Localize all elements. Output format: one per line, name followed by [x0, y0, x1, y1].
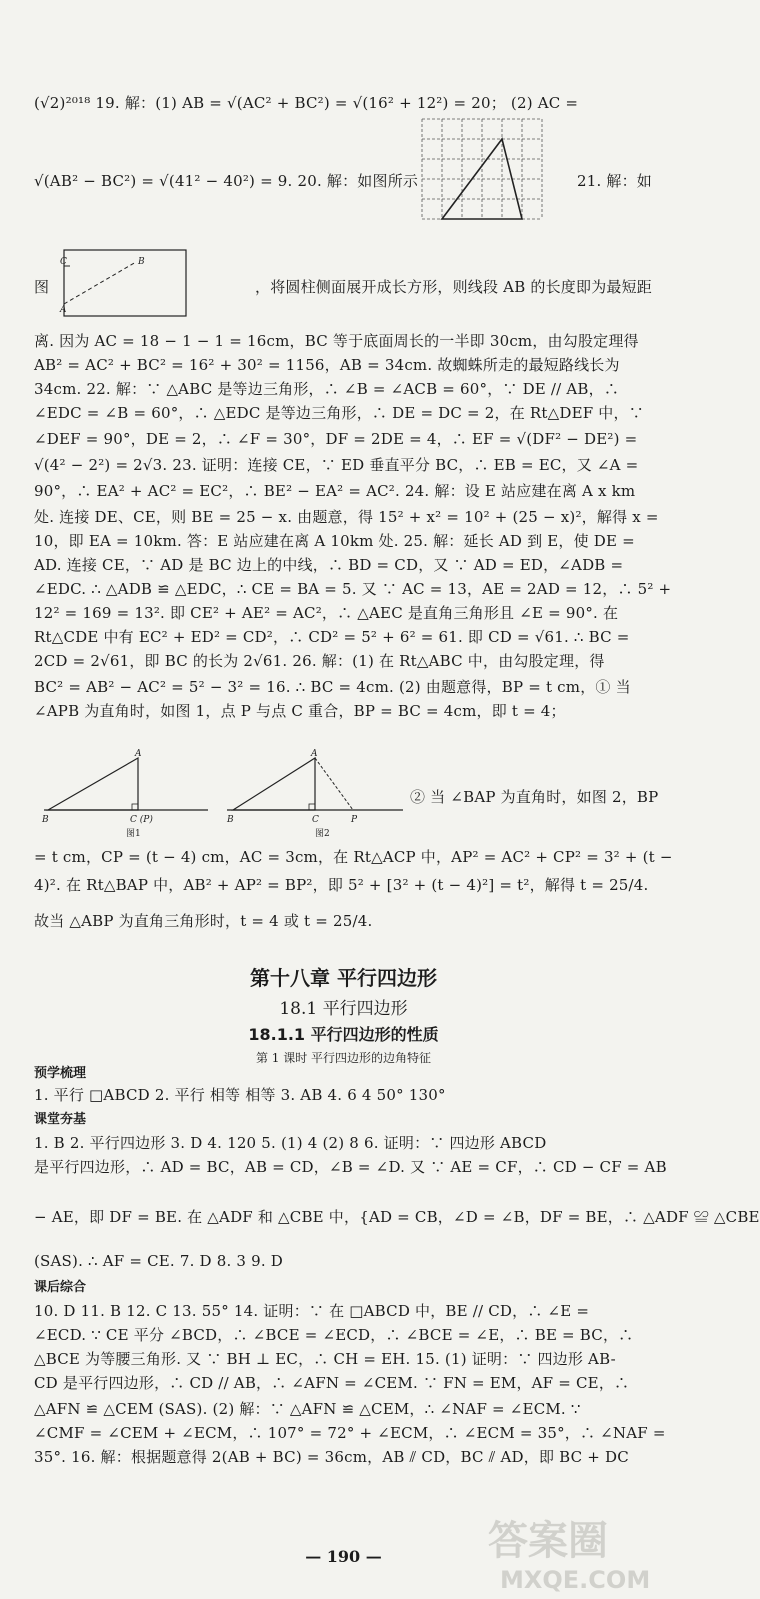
answer-text-line: Rt△CDE 中有 EC² + ED² = CD²，∴ CD² = 5² + 6² = 61. 即 CD = √61. ∴ BC =: [34, 628, 630, 646]
answer-text-line-left: √(AB² − BC²) = √(41² − 40²) = 9. 20. 解：如图所示: [34, 172, 419, 190]
section-title-preview: 预学梳理: [34, 1066, 87, 1081]
exercise-answer-line: CD 是平行四边形，∴ CD // AB，∴ ∠AFN = ∠CEM. ∵ FN = EM，AF = CE，∴: [34, 1374, 630, 1392]
rect-label-b: B: [138, 257, 145, 267]
answer-text-line-right: ，将圆柱侧面展开成长方形，则线段 AB 的长度即为最短距: [255, 278, 652, 296]
fig2-label-c: C: [312, 815, 319, 825]
watermark-logo: [470, 1500, 670, 1596]
answer-text-line: 2CD = 2√61，即 BC 的长为 2√61. 26. 解：(1) 在 Rt△ABC 中，由勾股定理，得: [34, 652, 605, 670]
fig1-label-a: A: [135, 749, 142, 759]
answer-text-line: ∠APB 为直角时，如图 1，点 P 与点 C 重合，BP = BC = 4cm，即 t = 4；: [34, 702, 566, 720]
answer-text-line-right: 21. 解：如: [576, 172, 652, 190]
exercise-answer-line: ∠CMF = ∠CEM + ∠ECM，∴ 107° = 72° + ∠ECM，∴ ∠ECM = 35°，∴ ∠NAF =: [34, 1424, 666, 1442]
answer-text-line: AB² = AC² + BC² = 16² + 30² = 1156，AB = 34cm. 故蜘蛛所走的最短路线长为: [34, 356, 620, 374]
exercise-answer-line: △AFN ≌ △CEM (SAS). (2) 解：∵ △AFN ≌ △CEM，∴ ∠NAF = ∠ECM. ∵: [34, 1400, 581, 1418]
answer-text-line: [34, 170, 652, 191]
fig1-caption: 图1: [126, 829, 141, 839]
answer-text-line: 12² = 169 = 13². 即 CE² + AE² = AC²，∴ △AEC 是直角三角形且 ∠E = 90°. 在: [34, 604, 619, 622]
fig2-label-p: P: [351, 815, 358, 825]
answer-text-line-left: 图: [34, 278, 50, 296]
triangle-figure-2: [225, 750, 405, 840]
answer-text-line: 10，即 EA = 10km. 答：E 站应建在离 A 10km 处. 25. 解：延长 AD 到 E，使 DE =: [34, 532, 635, 550]
fig2-label-a: A: [311, 749, 318, 759]
fig1-label-cp: C (P): [130, 815, 153, 825]
exercise-answer-line: 1. 平行 □ABCD 2. 平行 相等 相等 3. AB 4. 6 4 50° 130°: [34, 1086, 446, 1104]
fig2-label-b: B: [227, 815, 234, 825]
exercise-answer-line: 1. B 2. 平行四边形 3. D 4. 120 5. (1) 4 (2) 8 6. 证明：∵ 四边形 ABCD: [34, 1134, 547, 1152]
answer-text-line: 离. 因为 AC = 18 − 1 − 1 = 16cm，BC 等于底面周长的一半即 30cm，由勾股定理得: [34, 332, 639, 350]
answer-text-line: ∠EDC = ∠B = 60°，∴ △EDC 是等边三角形，∴ DE = DC = 2，在 Rt△DEF 中，∵: [34, 404, 644, 422]
section-heading: 18.1 平行四边形: [279, 999, 408, 1019]
triangle-figure-1: [42, 750, 210, 840]
answer-text-line: ∠EDC. ∴ △ADB ≌ △EDC，∴ CE = BA = 5. 又 ∵ AC = 13，AE = 2AD = 12，∴ 5² +: [34, 580, 672, 598]
exercise-answer-line: (SAS). ∴ AF = CE. 7. D 8. 3 9. D: [34, 1252, 284, 1270]
answer-text-line: (√2)²⁰¹⁸ 19. 解：(1) AB = √(AC² + BC²) = √(16² + 12²) = 20； (2) AC =: [34, 94, 579, 112]
answer-text-line: [410, 786, 659, 807]
section-title-class: 课堂夯基: [34, 1112, 87, 1127]
rect-label-c: C: [60, 257, 67, 267]
answer-text-line: = t cm，CP = (t − 4) cm，AC = 3cm，在 Rt△ACP 中，AP² = AC² + CP² = 3² + (t −: [34, 848, 673, 866]
chapter-heading: 第十八章 平行四边形: [250, 966, 437, 990]
cylinder-unfold-figure: [62, 248, 188, 318]
grid-triangle-figure: [418, 115, 546, 223]
exercise-answer-line: − AE，即 DF = BE. 在 △ADF 和 △CBE 中，{AD = CB，∠D = ∠B，DF = BE，∴ △ADF ≌ △CBE: [34, 1208, 760, 1226]
fig2-caption: 图2: [315, 829, 330, 839]
answer-text-line: AD. 连接 CE，∵ AD 是 BC 边上的中线，∴ BD = CD，又 ∵ AD = ED，∠ADB =: [34, 556, 624, 574]
exercise-answer-line: ∠ECD. ∵ CE 平分 ∠BCD，∴ ∠BCE = ∠ECD，∴ ∠BCE = ∠E，∴ BE = BC，∴: [34, 1326, 634, 1344]
exercise-answer-line: △BCE 为等腰三角形. 又 ∵ BH ⊥ EC，∴ CH = EH. 15. (1) 证明：∵ 四边形 AB-: [34, 1350, 616, 1368]
answer-text-line-right: ② 当 ∠BAP 为直角时，如图 2，BP: [410, 788, 659, 806]
answer-text-line: 34cm. 22. 解：∵ △ABC 是等边三角形，∴ ∠B = ∠ACB = 60°，∵ DE // AB，∴: [34, 380, 620, 398]
fig1-label-b: B: [42, 815, 49, 825]
section-title-after: 课后综合: [34, 1280, 87, 1295]
answer-text-line: 90°，∴ EA² + AC² = EC²，∴ BE² − EA² = AC². 24. 解：设 E 站应建在离 A x km: [34, 482, 636, 500]
answer-text-line: 处. 连接 DE、CE，则 BE = 25 − x. 由题意，得 15² + x² = 10² + (25 − x)²，解得 x =: [34, 508, 659, 526]
answer-text-line: √(4² − 2²) = 2√3. 23. 证明：连接 CE，∵ ED 垂直平分 BC，∴ EB = EC，又 ∠A =: [34, 456, 639, 474]
rect-label-a: A: [60, 305, 67, 315]
lesson-heading: 第 1 课时 平行四边形的边角特征: [255, 1051, 432, 1065]
subsection-heading: 18.1.1 平行四边形的性质: [248, 1025, 439, 1044]
answer-text-line: 4)². 在 Rt△BAP 中，AB² + AP² = BP²，即 5² + [3² + (t − 4)²] = t²，解得 t = 25/4.: [34, 876, 649, 894]
page-number: — 190 —: [305, 1547, 382, 1566]
exercise-answer-line: 35°. 16. 解：根据题意得 2(AB + BC) = 36cm，AB ⫽ CD，BC ⫽ AD，即 BC + DC: [34, 1448, 629, 1466]
answer-text-line: BC² = AB² − AC² = 5² − 3² = 16. ∴ BC = 4cm. (2) 由题意得，BP = t cm，① 当: [34, 678, 631, 696]
answer-text-line: 故当 △ABP 为直角三角形时，t = 4 或 t = 25/4.: [34, 912, 373, 930]
exercise-answer-line: 10. D 11. B 12. C 13. 55° 14. 证明：∵ 在 □ABCD 中，BE // CD，∴ ∠E =: [34, 1302, 590, 1320]
exercise-answer-line: 是平行四边形，∴ AD = BC，AB = CD，∠B = ∠D. 又 ∵ AE = CF，∴ CD − CF = AB: [34, 1158, 667, 1176]
watermark-text: 答案圈: [488, 1518, 608, 1564]
svg-text:MXQE.COM: MXQE.COM: [500, 1566, 651, 1594]
answer-text-line: ∠DEF = 90°，DE = 2，∴ ∠F = 30°，DF = 2DE = 4，∴ EF = √(DF² − DE²) =: [34, 430, 638, 448]
